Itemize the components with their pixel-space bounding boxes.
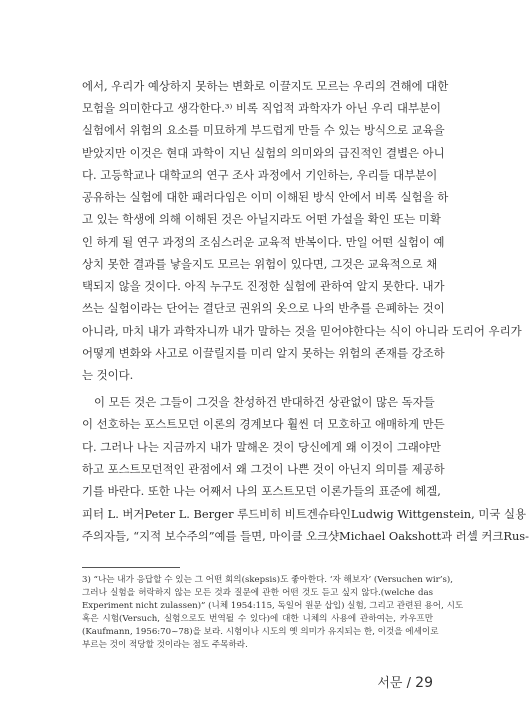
body-line: 다. 그러나 나는 지금까지 내가 말해온 것이 당신에게 왜 이것이 그래야만 xyxy=(82,440,441,454)
page-number: 29 xyxy=(415,675,433,691)
body-line: 다. 고등학교나 대학교의 연구 조사 과정에서 기인하는, 우리들 대부분이 xyxy=(82,168,438,182)
footnote-divider xyxy=(82,567,180,568)
body-line: 쓰는 실험이라는 단어는 결단코 권위의 옷으로 나의 반추를 은폐하는 것이 xyxy=(82,301,445,315)
body-line: 어떻게 변화와 사고로 이끌릴지를 미리 알지 못하는 위험의 존재를 강조하 xyxy=(82,346,445,360)
body-line: 상치 못한 결과를 낳을지도 모르는 위험이 있다면, 그것은 교육적으로 채 xyxy=(82,257,438,271)
body-line: 이 선호하는 포스트모던 이론의 경계보다 훨씬 더 모호하고 애매하게 만든 xyxy=(82,417,445,431)
body-line: 피터 L. 버거Peter L. Berger 루드비히 비트겐슈타인Ludwig Wittgenstein, 미국 실용 xyxy=(82,507,527,521)
paragraph-first-line: 이 모든 것은 그들이 그것을 찬성하건 반대하건 상관없이 많은 독자들 xyxy=(94,395,435,409)
footnote-line: 혹은 시험(Versuch, 실험으로도 번역될 수 있다)에 대한 니체의 사용에 관하여는, 카우프만 xyxy=(82,614,433,624)
body-line: 에서, 우리가 예상하지 못하는 변화로 이끌지도 모르는 우리의 견해에 대한 xyxy=(82,79,449,93)
body-line: 주의자들, “지적 보수주의”예를 들면, 마이클 오크샷Michael Oakshott과 러셀 커크Rus- xyxy=(82,529,529,543)
body-line: 인 하게 될 연구 과정의 조심스러운 교육적 반복이다. 만일 어떤 실험이 예 xyxy=(82,235,445,249)
body-line: 아니라, 마치 내가 과학자니까 내가 말하는 것을 믿어야한다는 식이 아니라 도리어 우리가 xyxy=(82,324,522,338)
body-line: 하고 포스트모던적인 관점에서 왜 그것이 나쁜 것이 아닌지 의미를 제공하 xyxy=(82,462,445,476)
section-name: 서문 xyxy=(377,676,403,691)
footnote-line: (Kaufmann, 1956:70~78)을 보라. 시험이나 시도의 옛 의미가 유지되는 한, 이것을 에세이로 xyxy=(82,627,439,637)
body-line: 는 것이다. xyxy=(82,368,134,382)
footnote-line: 3) “나는 내가 응답할 수 있는 그 어떤 회의(skepsis)도 좋아한다. ‘자 해보자’ (Versuchen wir’s), xyxy=(82,575,453,585)
body-line: 모험을 의미한다고 생각한다.³⁾ 비록 직업적 과학자가 아닌 우리 대부분이 xyxy=(82,101,442,115)
body-line: 받았지만 이것은 현대 과학이 지닌 실험의 의미와의 급진적인 결별은 아니 xyxy=(82,146,445,160)
footnote-line: 부르는 것이 적당할 것이라는 점도 주목하라. xyxy=(82,640,248,650)
footnote-line: 그러나 실험을 허락하지 않는 모든 것과 질문에 관한 어떤 것도 듣고 싶지 않다.(welche das xyxy=(82,588,433,598)
body-line: 기를 바란다. 또한 나는 어째서 나의 포스트모던 이론가들의 표준에 헤겔, xyxy=(82,484,441,498)
running-footer xyxy=(377,672,433,691)
body-line: 택되지 않을 것이다. 아직 누구도 진정한 실험에 관하여 알지 못한다. 내가 xyxy=(82,279,445,293)
body-line: 실험에서 위험의 요소를 미묘하게 부드럽게 만들 수 있는 방식으로 교육을 xyxy=(82,123,445,137)
footer-separator: / xyxy=(406,676,412,691)
body-line: 고 있는 학생에 의해 이해된 것은 아닐지라도 어떤 가설을 확인 또는 미확 xyxy=(82,212,441,226)
footnote-line: Experiment nicht zulassen)” (니체 1954:115, 독일어 원문 삽입) 실험, 그리고 관련된 용어, 시도 xyxy=(82,601,464,611)
body-line: 공유하는 실험에 대한 패러다임은 이미 이해된 방식 안에서 비록 실험을 하 xyxy=(82,190,449,204)
